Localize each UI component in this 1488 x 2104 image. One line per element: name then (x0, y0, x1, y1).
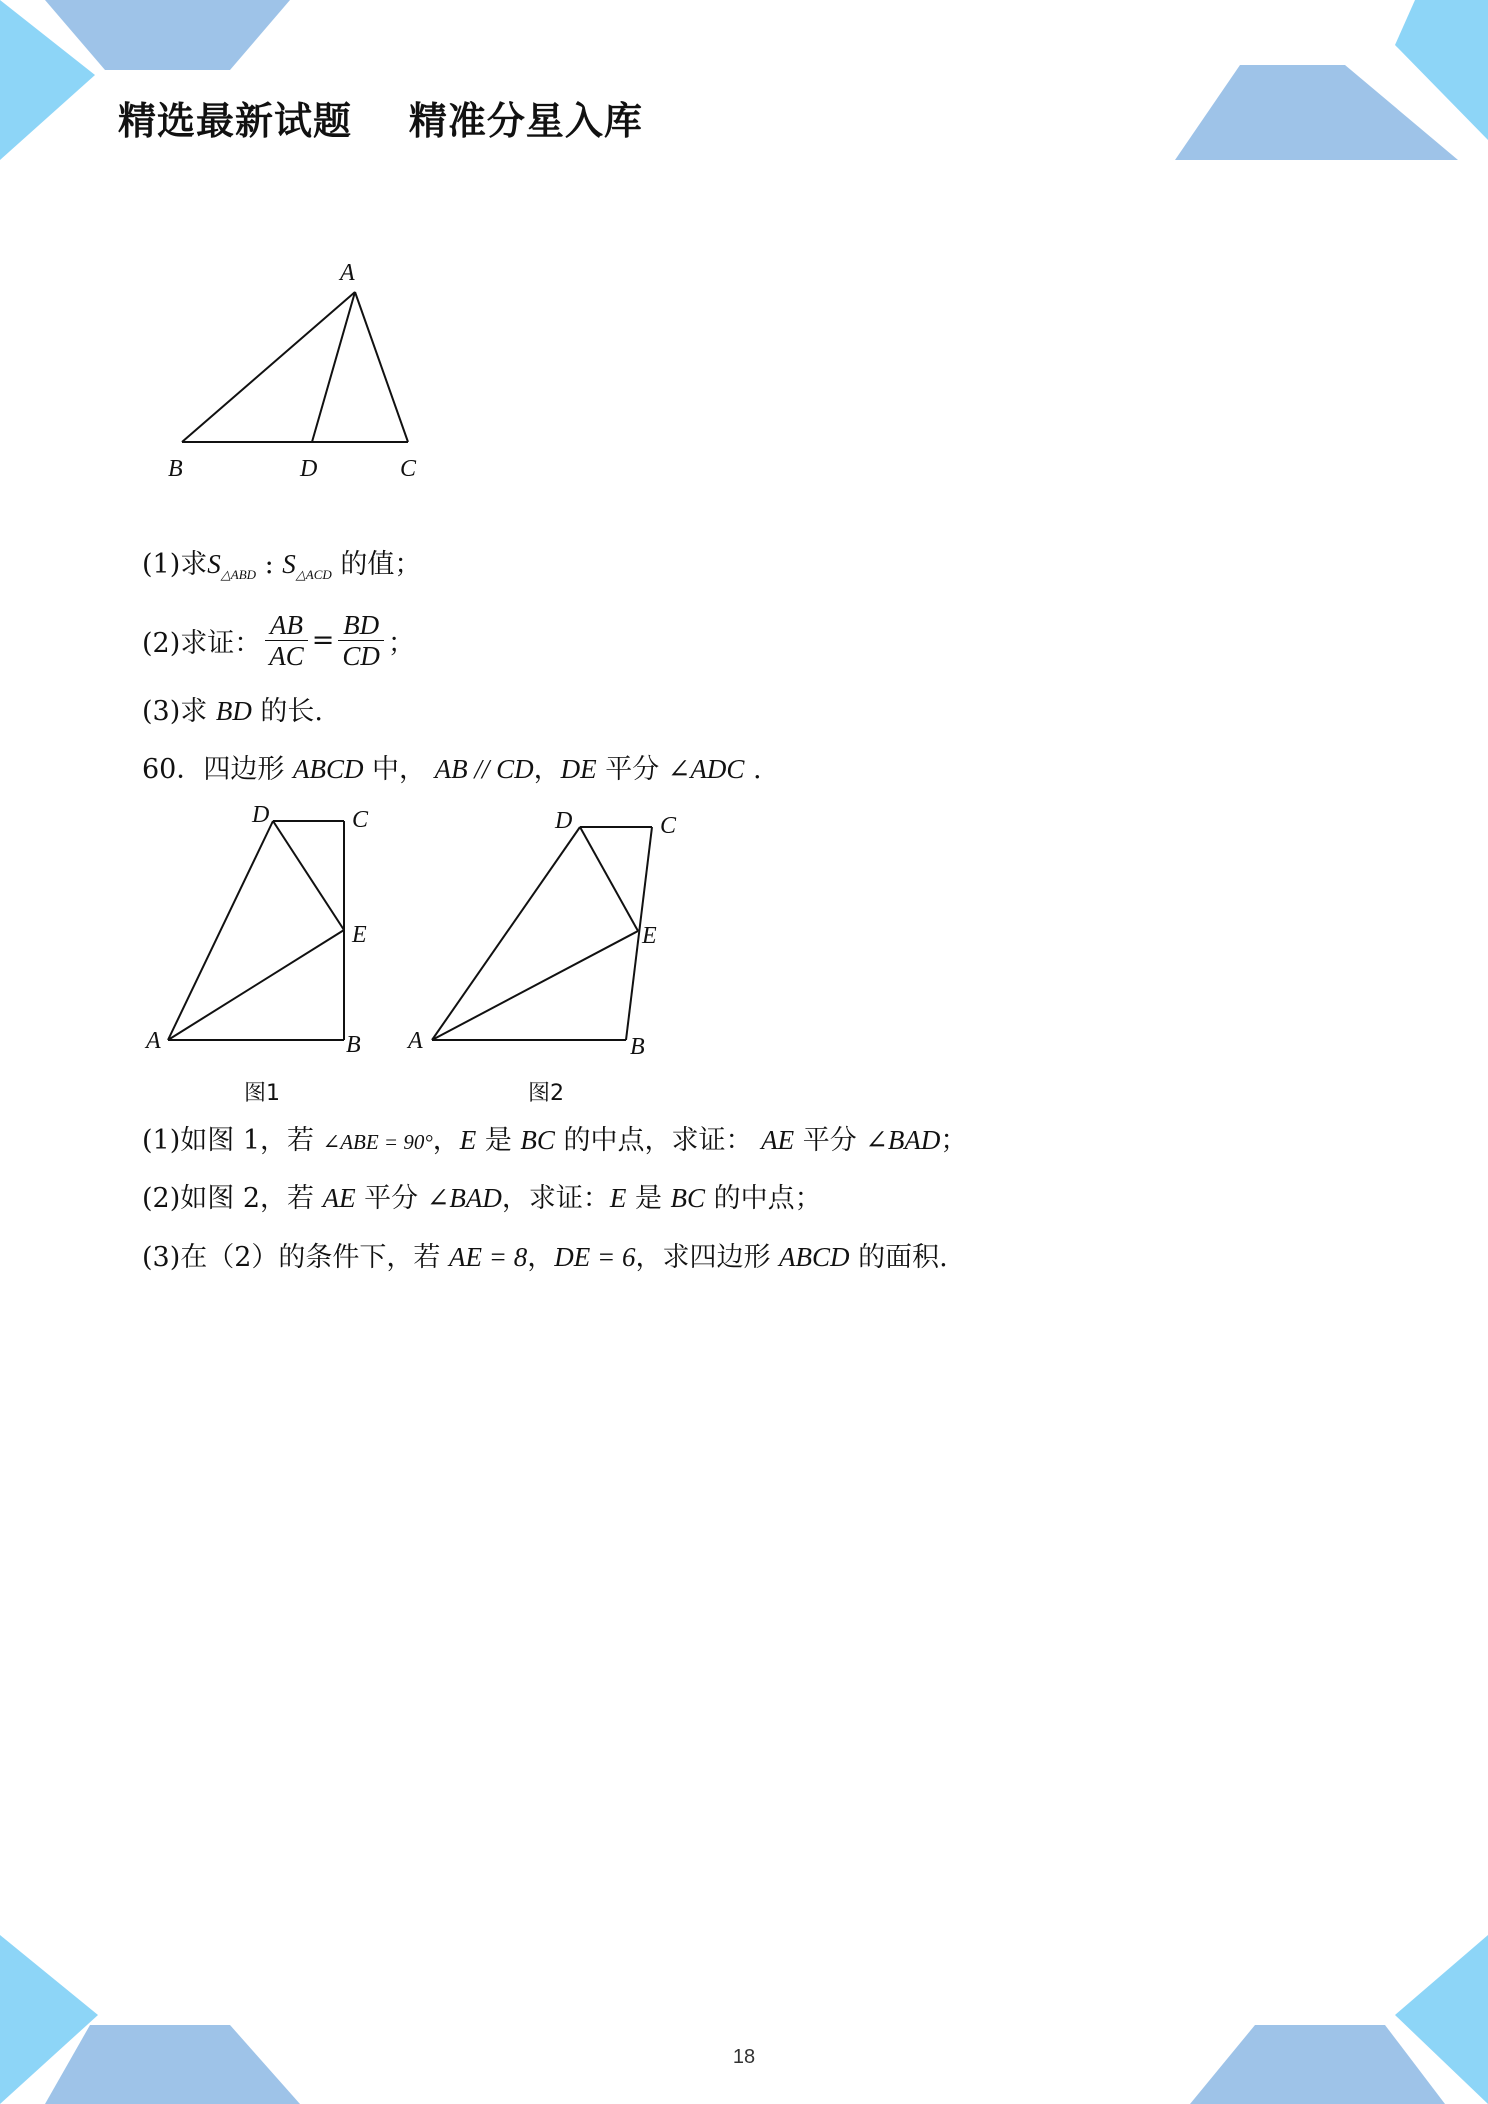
s3-a: (3)在（2）的条件下，若 (142, 1242, 450, 1273)
q60-part3 (142, 1239, 948, 1276)
s3-f: ABCD (779, 1242, 850, 1272)
fig1-label-b: B (346, 1032, 361, 1058)
figure-2-caption: 图2 (528, 1081, 564, 1106)
s1-i: 平分 (794, 1125, 866, 1156)
q60-cond2: DE (560, 754, 597, 784)
q2-prefix: (2)求证： (142, 628, 262, 659)
s1-d: E (459, 1125, 477, 1155)
s2-f: E (609, 1183, 627, 1213)
s3-d: DE = 6 (554, 1242, 636, 1272)
q1-suffix: 的值； (331, 549, 422, 580)
s1-g: 的中点，求证： (554, 1125, 762, 1156)
frac2-num: BD (338, 610, 384, 641)
q60-part1 (142, 1122, 967, 1160)
q60-cond2-angle: ∠ADC (667, 754, 745, 784)
fraction-bd-cd (338, 610, 384, 671)
q59-part3 (142, 693, 323, 730)
s2-c: 平分 (355, 1183, 427, 1214)
fig1-label-d: D (252, 802, 270, 828)
q3-prefix: (3)求 (142, 696, 216, 727)
label-d: D (300, 456, 318, 482)
q60-quad: ABCD (292, 754, 364, 784)
q60-cond1: AB // CD (434, 754, 534, 784)
q2-suffix: ； (387, 628, 415, 659)
figure-2 (400, 800, 700, 1060)
q60-sep: ， (533, 754, 561, 785)
label-c: C (400, 456, 417, 482)
q1-s2: S (282, 549, 296, 579)
s2-e: ，求证： (501, 1183, 610, 1214)
q1-prefix: (1)求 (142, 549, 208, 580)
s3-e: ，求四边形 (635, 1242, 780, 1273)
label-a: A (340, 260, 355, 286)
page-number: 18 (732, 2046, 756, 2068)
s1-e: 是 (476, 1125, 521, 1156)
q60-stem (142, 751, 762, 788)
fig2-label-c: C (660, 813, 677, 839)
header-title: 精选最新试题 精准分星入库 (118, 99, 643, 143)
q60-end: . (744, 754, 762, 785)
s2-g: 是 (626, 1183, 671, 1214)
s1-f: BC (520, 1125, 555, 1155)
fig2-label-b: B (630, 1034, 645, 1060)
q60-mid: 中， (363, 754, 435, 785)
fig1-label-a: A (146, 1028, 161, 1054)
q2-eq: = (311, 625, 335, 656)
q60-part2 (142, 1180, 822, 1217)
fig2-label-d: D (555, 808, 573, 834)
q1-colon: : (256, 549, 283, 580)
q3-var: BD (215, 696, 252, 726)
s1-j: ∠BAD (865, 1125, 941, 1155)
q59-part2 (142, 610, 415, 671)
s1-a: (1)如图 1，若 (142, 1125, 323, 1156)
fig2-label-e: E (642, 923, 657, 949)
q1-s1: S (207, 549, 221, 579)
q1-s2-sub: △ACD (295, 567, 332, 582)
triangle-figure (150, 250, 450, 490)
s2-b: AE (322, 1183, 356, 1213)
s2-d: ∠BAD (426, 1183, 502, 1213)
s2-a: (2)如图 2，若 (142, 1183, 323, 1214)
fig1-label-e: E (352, 922, 367, 948)
q60-number: 60．四边形 (142, 754, 293, 785)
fig1-label-c: C (352, 807, 369, 833)
s1-c: ， (432, 1125, 460, 1156)
frac2-den: CD (342, 641, 380, 671)
s2-h: BC (670, 1183, 706, 1213)
q59-part1 (142, 546, 421, 587)
s3-b: AE = 8 (449, 1242, 528, 1272)
q3-suffix: 的长. (251, 696, 323, 727)
figure-1-caption: 图1 (244, 1081, 280, 1106)
figure-1 (140, 800, 380, 1060)
s3-c: ， (527, 1242, 555, 1273)
fig2-label-a: A (408, 1028, 423, 1054)
label-b: B (168, 456, 183, 482)
frac1-num: AB (265, 610, 308, 641)
s2-i: 的中点； (705, 1183, 822, 1214)
frac1-den: AC (269, 641, 304, 671)
q1-s1-sub: △ABD (220, 567, 257, 582)
s1-h: AE (761, 1125, 795, 1155)
s3-g: 的面积. (849, 1242, 948, 1273)
s1-b: ∠ABE = 90° (322, 1130, 433, 1154)
fraction-ab-ac (265, 610, 308, 671)
s1-k: ； (940, 1125, 968, 1156)
q60-cond2-text: 平分 (596, 754, 668, 785)
